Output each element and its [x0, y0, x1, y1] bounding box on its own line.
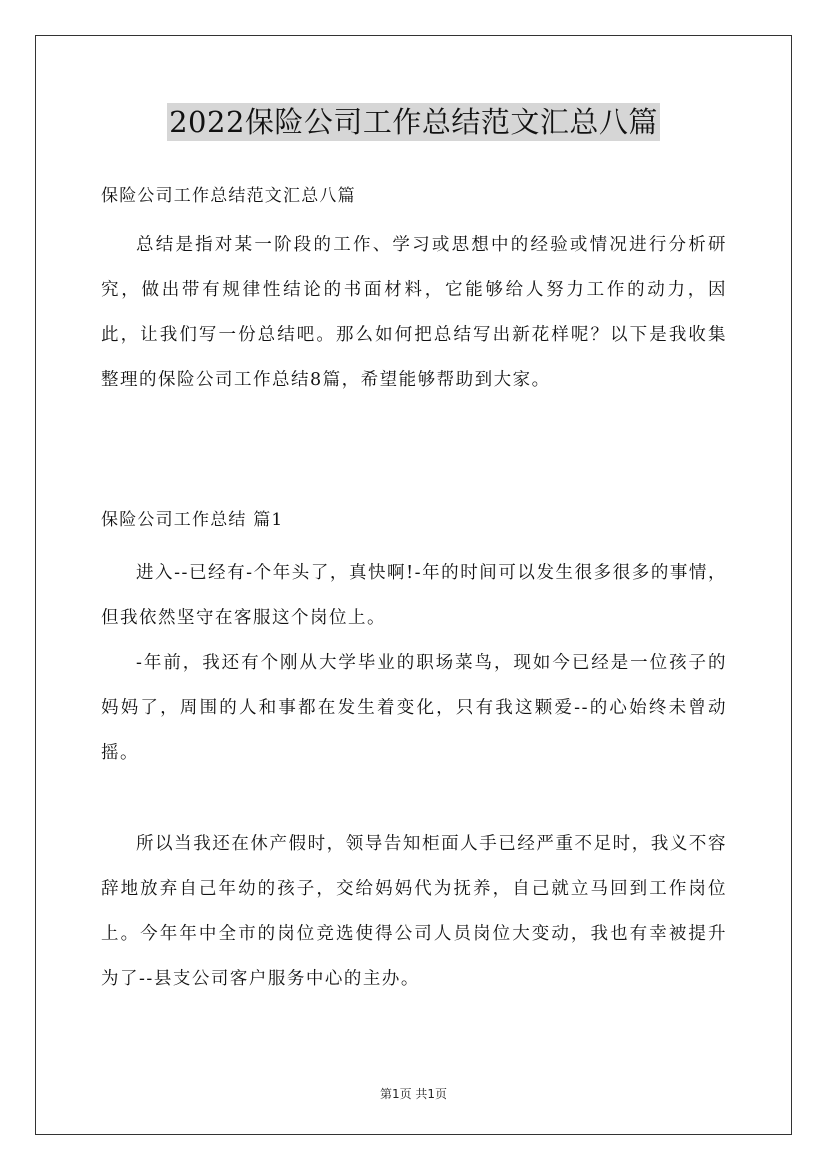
body-paragraph: 所以当我还在休产假时，领导告知柜面人手已经严重不足时，我义不容辞地放弃自己年幼的孩子，交给妈妈代为抚养，自己就立马回到工作岗位上。今年年中全市的岗位竞选使得公司人员岗位大变动，我也有幸被提升为了--县支公司客户服务中心的主办。: [101, 834, 727, 989]
page-footer: 第1页 共1页: [379, 1087, 448, 1101]
section-heading: 保险公司工作总结 篇1: [101, 510, 284, 530]
document-title: 2022保险公司工作总结范文汇总八篇: [169, 105, 658, 139]
intro-paragraph: 总结是指对某一阶段的工作、学习或思想中的经验或情况进行分析研究，做出带有规律性结论的书面材料，它能够给人努力工作的动力，因此，让我们写一份总结吧。那么如何把总结写出新花样呢？以下是我收集整理的保险公司工作总结8篇，希望能够帮助到大家。: [101, 235, 727, 390]
document-subtitle: 保险公司工作总结范文汇总八篇: [101, 186, 356, 206]
title-container: [0, 103, 827, 141]
body-paragraph: -年前，我还有个刚从大学毕业的职场菜鸟，现如今已经是一位孩子的妈妈了，周围的人和事都在发生着变化，只有我这颗爱--的心始终未曾动摇。: [101, 653, 727, 763]
body-paragraph: 进入--已经有-个年头了，真快啊!-年的时间可以发生很多很多的事情，但我依然坚守在客服这个岗位上。: [101, 563, 727, 628]
